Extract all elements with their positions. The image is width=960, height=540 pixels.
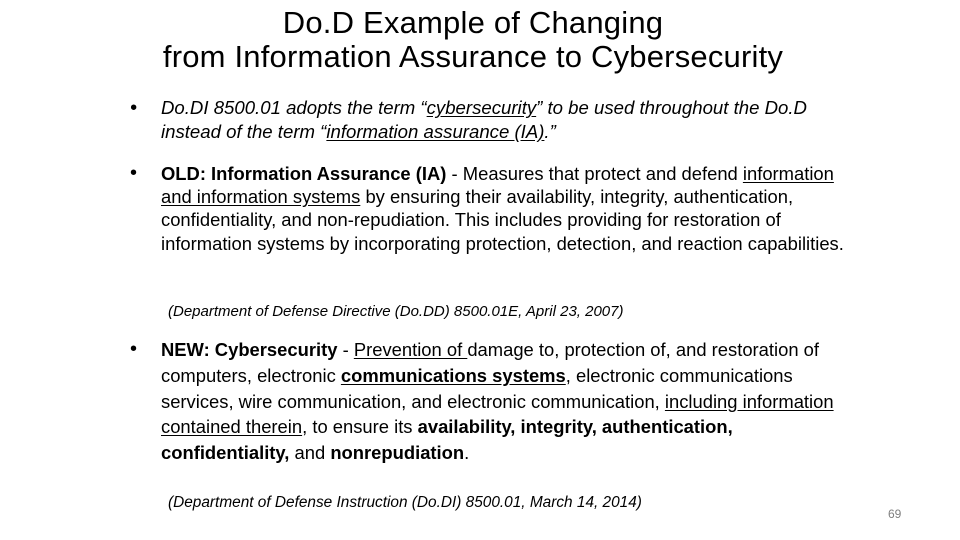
underlined-bold-phrase: communications systems <box>340 364 566 386</box>
underlined-phrase: Prevention of <box>353 339 468 360</box>
text-span: Do.DI 8500.01 adopts the term “ <box>161 97 427 118</box>
citation-dodi: (Department of Defense Instruction (Do.DI) 8500.01, March 14, 2014) <box>168 494 642 511</box>
page-number: 69 <box>888 507 902 521</box>
slide-title <box>0 6 946 74</box>
text-span: damage to, protection of, and restoration of computers, electronic <box>161 339 819 386</box>
slide-title-line-1: Do.D Example of Changing <box>282 5 664 40</box>
citation-dodd: (Department of Defense Directive (Do.DD) 8500.01E, April 23, 2007) <box>168 303 624 320</box>
text-span: - <box>337 339 354 360</box>
text-span: , to ensure its <box>302 416 418 438</box>
term-information-assurance: information assurance (IA) <box>326 121 545 142</box>
bullet-dodi-adoption <box>130 96 850 144</box>
bullet-marker: • <box>130 338 138 360</box>
bullet-text <box>161 96 850 144</box>
text-span: by ensuring their availability, integrity, authentication, confidentiality, and non-repudiation. This includes providing for restoration of information systems by incorporating protection, detection, and reaction capabilities. <box>161 186 844 254</box>
new-term-heading: NEW: Cybersecurity <box>161 339 338 360</box>
text-span: , electronic communications services, wire communication, and electronic communication, <box>161 364 793 412</box>
bullet-marker: • <box>130 162 138 184</box>
text-span: - Measures that protect and defend <box>446 163 743 184</box>
term-cybersecurity: cybersecurity <box>426 97 537 118</box>
bullet-text <box>161 337 850 466</box>
bold-phrase: nonrepudiation <box>330 442 465 464</box>
bullet-marker: • <box>130 97 138 119</box>
bullet-new-definition <box>130 337 850 466</box>
bullet-text <box>161 162 850 255</box>
bold-phrase: availability, integrity, authentication, confidentiality, <box>161 416 733 464</box>
text-span: .” <box>544 121 556 142</box>
text-span: . <box>464 442 470 464</box>
bullet-old-definition <box>130 162 850 255</box>
underlined-phrase: including information contained therein <box>161 390 834 438</box>
text-span: ” to be used throughout the Do.D instead of the term “ <box>161 97 807 142</box>
slide-title-line-2: from Information Assurance to Cybersecurity <box>162 39 784 74</box>
old-term-heading: OLD: Information Assurance (IA) <box>161 163 447 184</box>
underlined-phrase: information and information systems <box>161 163 834 208</box>
text-span: and <box>289 442 331 464</box>
